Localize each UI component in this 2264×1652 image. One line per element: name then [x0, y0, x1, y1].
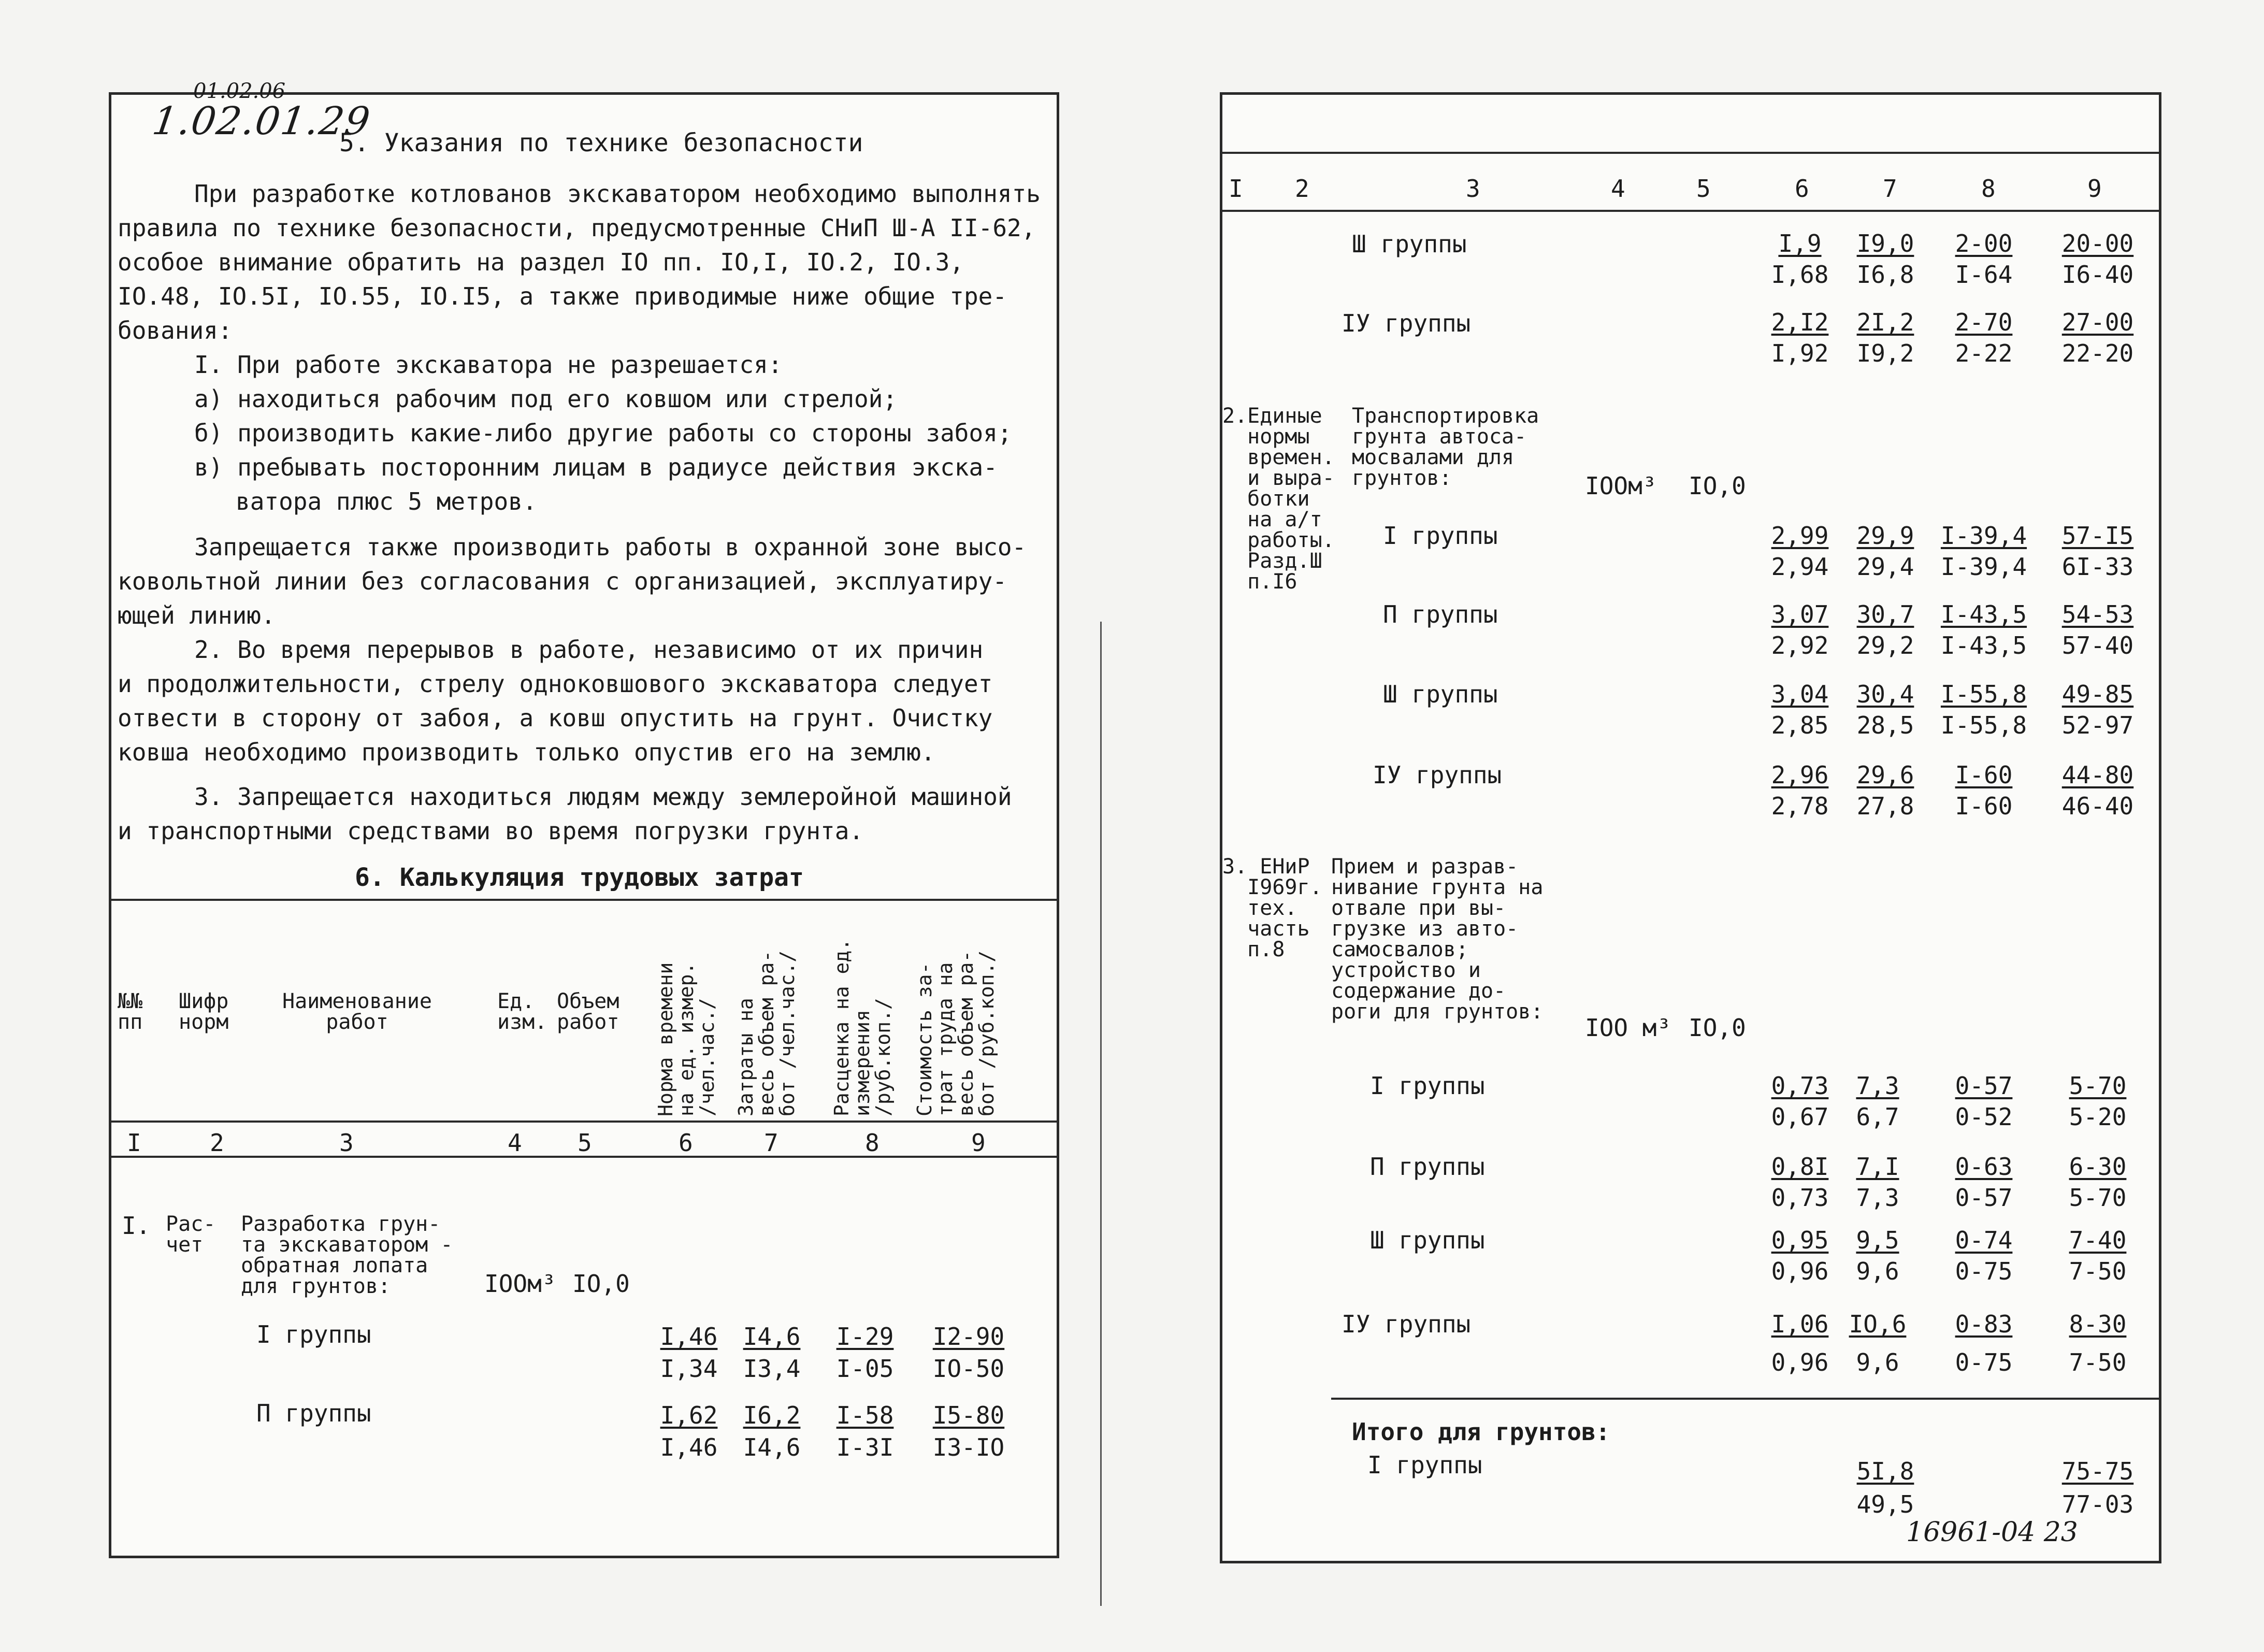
- section6-title: 6. Калькуляция трудовых затрат: [355, 863, 804, 892]
- rate-value: I-39,4: [1940, 522, 2027, 550]
- rate-value: I-60: [1955, 761, 2013, 789]
- total-cost-value-alt: 5-70: [2069, 1184, 2127, 1212]
- group-label: Ш группы: [1352, 230, 1467, 258]
- row-number: I.: [122, 1212, 151, 1240]
- total-cost-value: 20-00: [2061, 229, 2134, 257]
- para2-line: ющей линию.: [118, 601, 276, 629]
- norm-value-alt: 0,96: [1771, 1348, 1829, 1376]
- section5-title: 5. Указания по технике безопасности: [339, 128, 863, 157]
- rate-value: I-29: [836, 1323, 894, 1351]
- col-number: I: [1229, 175, 1243, 203]
- total-cost-value: I5-80: [932, 1401, 1005, 1429]
- col-number: 9: [2087, 175, 2102, 203]
- total-cost-value-alt: 22-20: [2061, 339, 2134, 367]
- cost-hours-value: I9,0: [1856, 229, 1914, 257]
- totals-rule: [1331, 1398, 2159, 1400]
- total-cost-value: 5-70: [2069, 1072, 2127, 1100]
- norm-value-alt: 0,73: [1771, 1184, 1829, 1212]
- rate-value-alt: I-64: [1955, 261, 2013, 289]
- row-code: 2.Единые нормы времен. и выра- ботки на а/т работы. Разд.Ш п.I6: [1222, 404, 1335, 594]
- total-cost-value: 49-85: [2061, 680, 2134, 708]
- norm-value: 0,95: [1771, 1226, 1829, 1254]
- total-title: Итого для грунтов:: [1352, 1418, 1610, 1446]
- item1-c: в) пребывать посторонним лицам в радиусе действия экска-: [194, 453, 998, 481]
- norm-value-alt: I,92: [1771, 339, 1829, 367]
- group-label: IУ группы: [1373, 761, 1502, 789]
- para2-line: Запрещается также производить работы в охранной зоне высо-: [194, 533, 1027, 561]
- rate-value-alt: I-05: [836, 1355, 894, 1383]
- group-label: Ш группы: [1383, 680, 1498, 708]
- norm-value: I,06: [1771, 1310, 1829, 1338]
- total-cost-value-alt: 7-50: [2069, 1257, 2127, 1285]
- cost-hours-value: 9,5: [1856, 1226, 1899, 1254]
- cost-hours-value-alt: I3,4: [743, 1355, 801, 1383]
- norm-value: I,62: [660, 1401, 718, 1429]
- norm-value: 3,07: [1771, 600, 1829, 628]
- header-norm: Норма времени на ед. измер. /чел.час./: [654, 962, 718, 1116]
- row-volume: IO,0: [1689, 472, 1746, 500]
- total-cost-value-alt: 57-40: [2061, 631, 2134, 659]
- cost-hours-value-alt: I4,6: [743, 1433, 801, 1461]
- group-label: П группы: [256, 1399, 371, 1427]
- cost-hours-value-alt: I9,2: [1856, 339, 1914, 367]
- cost-hours-value-alt: 27,8: [1856, 792, 1914, 820]
- total-cost-value-alt: IO-50: [932, 1355, 1005, 1383]
- row-unit: IOOм³: [484, 1270, 556, 1298]
- total-cost-value: 7-40: [2069, 1226, 2127, 1254]
- cost-hours-value-alt: I6,8: [1856, 261, 1914, 289]
- cost-hours-value-alt: 9,6: [1856, 1257, 1899, 1285]
- item3-line: и транспортными средствами во время погрузки грунта.: [118, 817, 864, 845]
- cost-hours-value-alt: 7,3: [1856, 1184, 1899, 1212]
- norm-value: 2,I2: [1771, 308, 1829, 336]
- total-cost-value-alt: 5-20: [2069, 1103, 2127, 1131]
- row-volume: IO,0: [1689, 1014, 1746, 1042]
- col-number: 8: [865, 1129, 879, 1157]
- total-cost-hours-alt: 49,5: [1856, 1490, 1914, 1518]
- group-label: IУ группы: [1342, 1310, 1471, 1338]
- handwritten-signature: 16961-04 23: [1906, 1517, 2078, 1548]
- header-total-cost: Стоимость за- трат труда на весь объем ра- бот /руб.коп./: [913, 950, 998, 1116]
- row-unit: IOOм³: [1585, 472, 1657, 500]
- row-code: Рас- чет: [166, 1212, 216, 1257]
- total-cost-value-alt: I6-40: [2061, 261, 2134, 289]
- total-cost-value: I2-90: [932, 1323, 1005, 1351]
- total-cost-value-alt: 46-40: [2061, 792, 2134, 820]
- rate-value-alt: I-39,4: [1940, 553, 2027, 581]
- norm-value-alt: I,68: [1771, 261, 1829, 289]
- rate-value-alt: 0-75: [1955, 1257, 2013, 1285]
- cost-hours-value: 29,9: [1856, 522, 1914, 550]
- cost-hours-value: 7,I: [1856, 1153, 1899, 1181]
- rate-value: 2-00: [1955, 229, 2013, 257]
- norm-value: I,9: [1778, 229, 1822, 257]
- total-group-label: I группы: [1367, 1451, 1482, 1479]
- page-fold: [1100, 622, 1102, 1606]
- norm-value: 2,99: [1771, 522, 1829, 550]
- group-label: Ш группы: [1370, 1226, 1485, 1254]
- group-label: П группы: [1370, 1153, 1485, 1181]
- col-number: 6: [1795, 175, 1809, 203]
- total-cost-value: 27-00: [2061, 308, 2134, 336]
- rate-value: I-58: [836, 1401, 894, 1429]
- rate-value-alt: I-3I: [836, 1433, 894, 1461]
- rate-value: 2-70: [1955, 308, 2013, 336]
- header-name: Наименование работ: [282, 989, 432, 1034]
- rate-value: 0-57: [1955, 1072, 2013, 1100]
- para1-line: IO.48, IO.5I, IO.55, IO.I5, а также приводимые ниже общие тре-: [118, 282, 1007, 310]
- total-cost-value: 57-I5: [2061, 522, 2134, 550]
- norm-value-alt: 2,94: [1771, 553, 1829, 581]
- rate-value-alt: I-55,8: [1940, 711, 2027, 739]
- col-number: 5: [1696, 175, 1711, 203]
- left-page: [109, 79, 1059, 1558]
- row-volume: IO,0: [572, 1270, 630, 1298]
- group-label: I группы: [1383, 522, 1498, 550]
- row-name: Транспортировка грунта автоса- мосвалами для грунтов:: [1352, 404, 1539, 490]
- total-cost-value-alt: 7-50: [2069, 1348, 2127, 1376]
- cost-hours-value: 7,3: [1856, 1072, 1899, 1100]
- rate-value-alt: 2-22: [1955, 339, 2013, 367]
- norm-value-alt: I,46: [660, 1433, 718, 1461]
- item2-line: и продолжительности, стрелу одноковшового экскаватора следует: [118, 670, 993, 698]
- col-number: 3: [339, 1129, 354, 1157]
- cost-hours-value: 29,6: [1856, 761, 1914, 789]
- right-page: [1220, 92, 2161, 1563]
- norm-value-alt: 0,96: [1771, 1257, 1829, 1285]
- cost-hours-value: 30,4: [1856, 680, 1914, 708]
- item1-title: I. При работе экскаватора не разрешается:: [194, 351, 783, 379]
- cost-hours-value-alt: 29,4: [1856, 553, 1914, 581]
- item3-line: 3. Запрещается находиться людям между землеройной машиной: [194, 783, 1012, 811]
- table-top-rule: [111, 899, 1057, 901]
- total-cost-value-alt: I3-IO: [932, 1433, 1005, 1461]
- cost-hours-value: 30,7: [1856, 600, 1914, 628]
- rate-value: 0-83: [1955, 1310, 2013, 1338]
- col-number: 7: [764, 1129, 778, 1157]
- header-rate: Расценка на ед. измерения /руб.коп./: [830, 938, 895, 1116]
- header-code: Шифр норм: [179, 989, 229, 1034]
- total-cost-value-alt: 52-97: [2061, 711, 2134, 739]
- norm-value: I,46: [660, 1323, 718, 1351]
- norm-value-alt: 2,92: [1771, 631, 1829, 659]
- col-number: 2: [210, 1129, 224, 1157]
- total-cost-hours: 5I,8: [1856, 1457, 1914, 1485]
- total-cost-value-alt: 6I-33: [2061, 553, 2134, 581]
- norm-value-alt: 2,85: [1771, 711, 1829, 739]
- norm-value-alt: 2,78: [1771, 792, 1829, 820]
- item2-line: 2. Во время перерывов в работе, независимо от их причин: [194, 636, 984, 664]
- col-number: 3: [1466, 175, 1480, 203]
- item2-line: отвести в сторону от забоя, а ковш опустить на грунт. Очистку: [118, 704, 993, 732]
- group-label: IУ группы: [1342, 309, 1471, 337]
- col-number: 4: [508, 1129, 522, 1157]
- para1-line: При разработке котлованов экскаватором необходимо выполнять: [194, 180, 1041, 208]
- cost-hours-value: IO,6: [1849, 1310, 1907, 1338]
- norm-value: 0,8I: [1771, 1153, 1829, 1181]
- col-number: 6: [679, 1129, 693, 1157]
- cost-hours-value: I6,2: [743, 1401, 801, 1429]
- row-code: 3. ЕНиР I969г. тех. часть п.8: [1222, 855, 1322, 961]
- para1-line: бования:: [118, 317, 233, 344]
- item2-line: ковша необходимо производить только опустив его на землю.: [118, 738, 935, 766]
- col-number: 2: [1295, 175, 1309, 203]
- col-number: 4: [1611, 175, 1625, 203]
- norm-value-alt: 0,67: [1771, 1103, 1829, 1131]
- item1-b: б) производить какие-либо другие работы со стороны забоя;: [194, 419, 1012, 447]
- cost-hours-value: I4,6: [743, 1323, 801, 1351]
- total-cost-alt: 77-03: [2061, 1490, 2134, 1518]
- item1-a: а) находиться рабочим под его ковшом или стрелой;: [194, 385, 898, 413]
- total-cost-value: 44-80: [2061, 761, 2134, 789]
- total-cost-value: 6-30: [2069, 1153, 2127, 1181]
- row-name: Разработка грун- та экскаватором - обратная лопата для грунтов:: [241, 1212, 453, 1298]
- para1-line: правила по технике безопасности, предусмотренные СНиП Ш-А II-62,: [118, 214, 1036, 242]
- item1-c-cont: ватора плюс 5 метров.: [236, 487, 537, 515]
- group-label: П группы: [1383, 600, 1498, 628]
- rate-value-alt: 0-75: [1955, 1348, 2013, 1376]
- row-unit: IOO м³: [1585, 1014, 1671, 1042]
- col-number: 5: [578, 1129, 592, 1157]
- rate-value-alt: I-60: [1955, 792, 2013, 820]
- header-cost-hours: Затраты на весь объем ра- бот /чел.час./: [734, 950, 799, 1116]
- para2-line: ковольтной линии без согласования с организацией, эксплуатиру-: [118, 567, 1007, 595]
- cost-hours-value: 2I,2: [1856, 308, 1914, 336]
- table-colnum-rule: [1222, 210, 2159, 212]
- cost-hours-value-alt: 6,7: [1856, 1103, 1899, 1131]
- total-cost: 75-75: [2061, 1457, 2134, 1485]
- rate-value-alt: I-43,5: [1940, 631, 2027, 659]
- rate-value-alt: 0-57: [1955, 1184, 2013, 1212]
- header-volume: Объем работ: [557, 989, 619, 1034]
- group-label: I группы: [256, 1320, 371, 1348]
- table-top-rule: [1222, 152, 2159, 154]
- para1-line: особое внимание обратить на раздел IO пп. IO,I, IO.2, IO.3,: [118, 248, 964, 276]
- cost-hours-value-alt: 29,2: [1856, 631, 1914, 659]
- rate-value-alt: 0-52: [1955, 1103, 2013, 1131]
- col-number: 8: [1981, 175, 1996, 203]
- rate-value: I-55,8: [1940, 680, 2027, 708]
- table-header-rule: [111, 1121, 1057, 1123]
- doc-code-old: 01.02.06: [193, 79, 286, 103]
- norm-value: 3,04: [1771, 680, 1829, 708]
- norm-value: 0,73: [1771, 1072, 1829, 1100]
- header-num: №№ пп: [118, 989, 143, 1034]
- doc-code: 1.02.01.29: [149, 99, 374, 143]
- total-cost-value: 8-30: [2069, 1310, 2127, 1338]
- norm-value: 2,96: [1771, 761, 1829, 789]
- total-cost-value: 54-53: [2061, 600, 2134, 628]
- col-number: 9: [971, 1129, 986, 1157]
- cost-hours-value-alt: 28,5: [1856, 711, 1914, 739]
- col-number: 7: [1883, 175, 1897, 203]
- cost-hours-value-alt: 9,6: [1856, 1348, 1899, 1376]
- rate-value: 0-74: [1955, 1226, 2013, 1254]
- row-name: Прием и разрав- нивание грунта на отвале при вы- грузке из авто- самосвалов; устройство и содержание до- роги для грунтов:: [1331, 855, 1544, 1024]
- rate-value: 0-63: [1955, 1153, 2013, 1181]
- group-label: I группы: [1370, 1072, 1485, 1100]
- norm-value-alt: I,34: [660, 1355, 718, 1383]
- rate-value: I-43,5: [1940, 600, 2027, 628]
- col-number: I: [127, 1129, 141, 1157]
- header-unit: Ед. изм.: [497, 989, 547, 1034]
